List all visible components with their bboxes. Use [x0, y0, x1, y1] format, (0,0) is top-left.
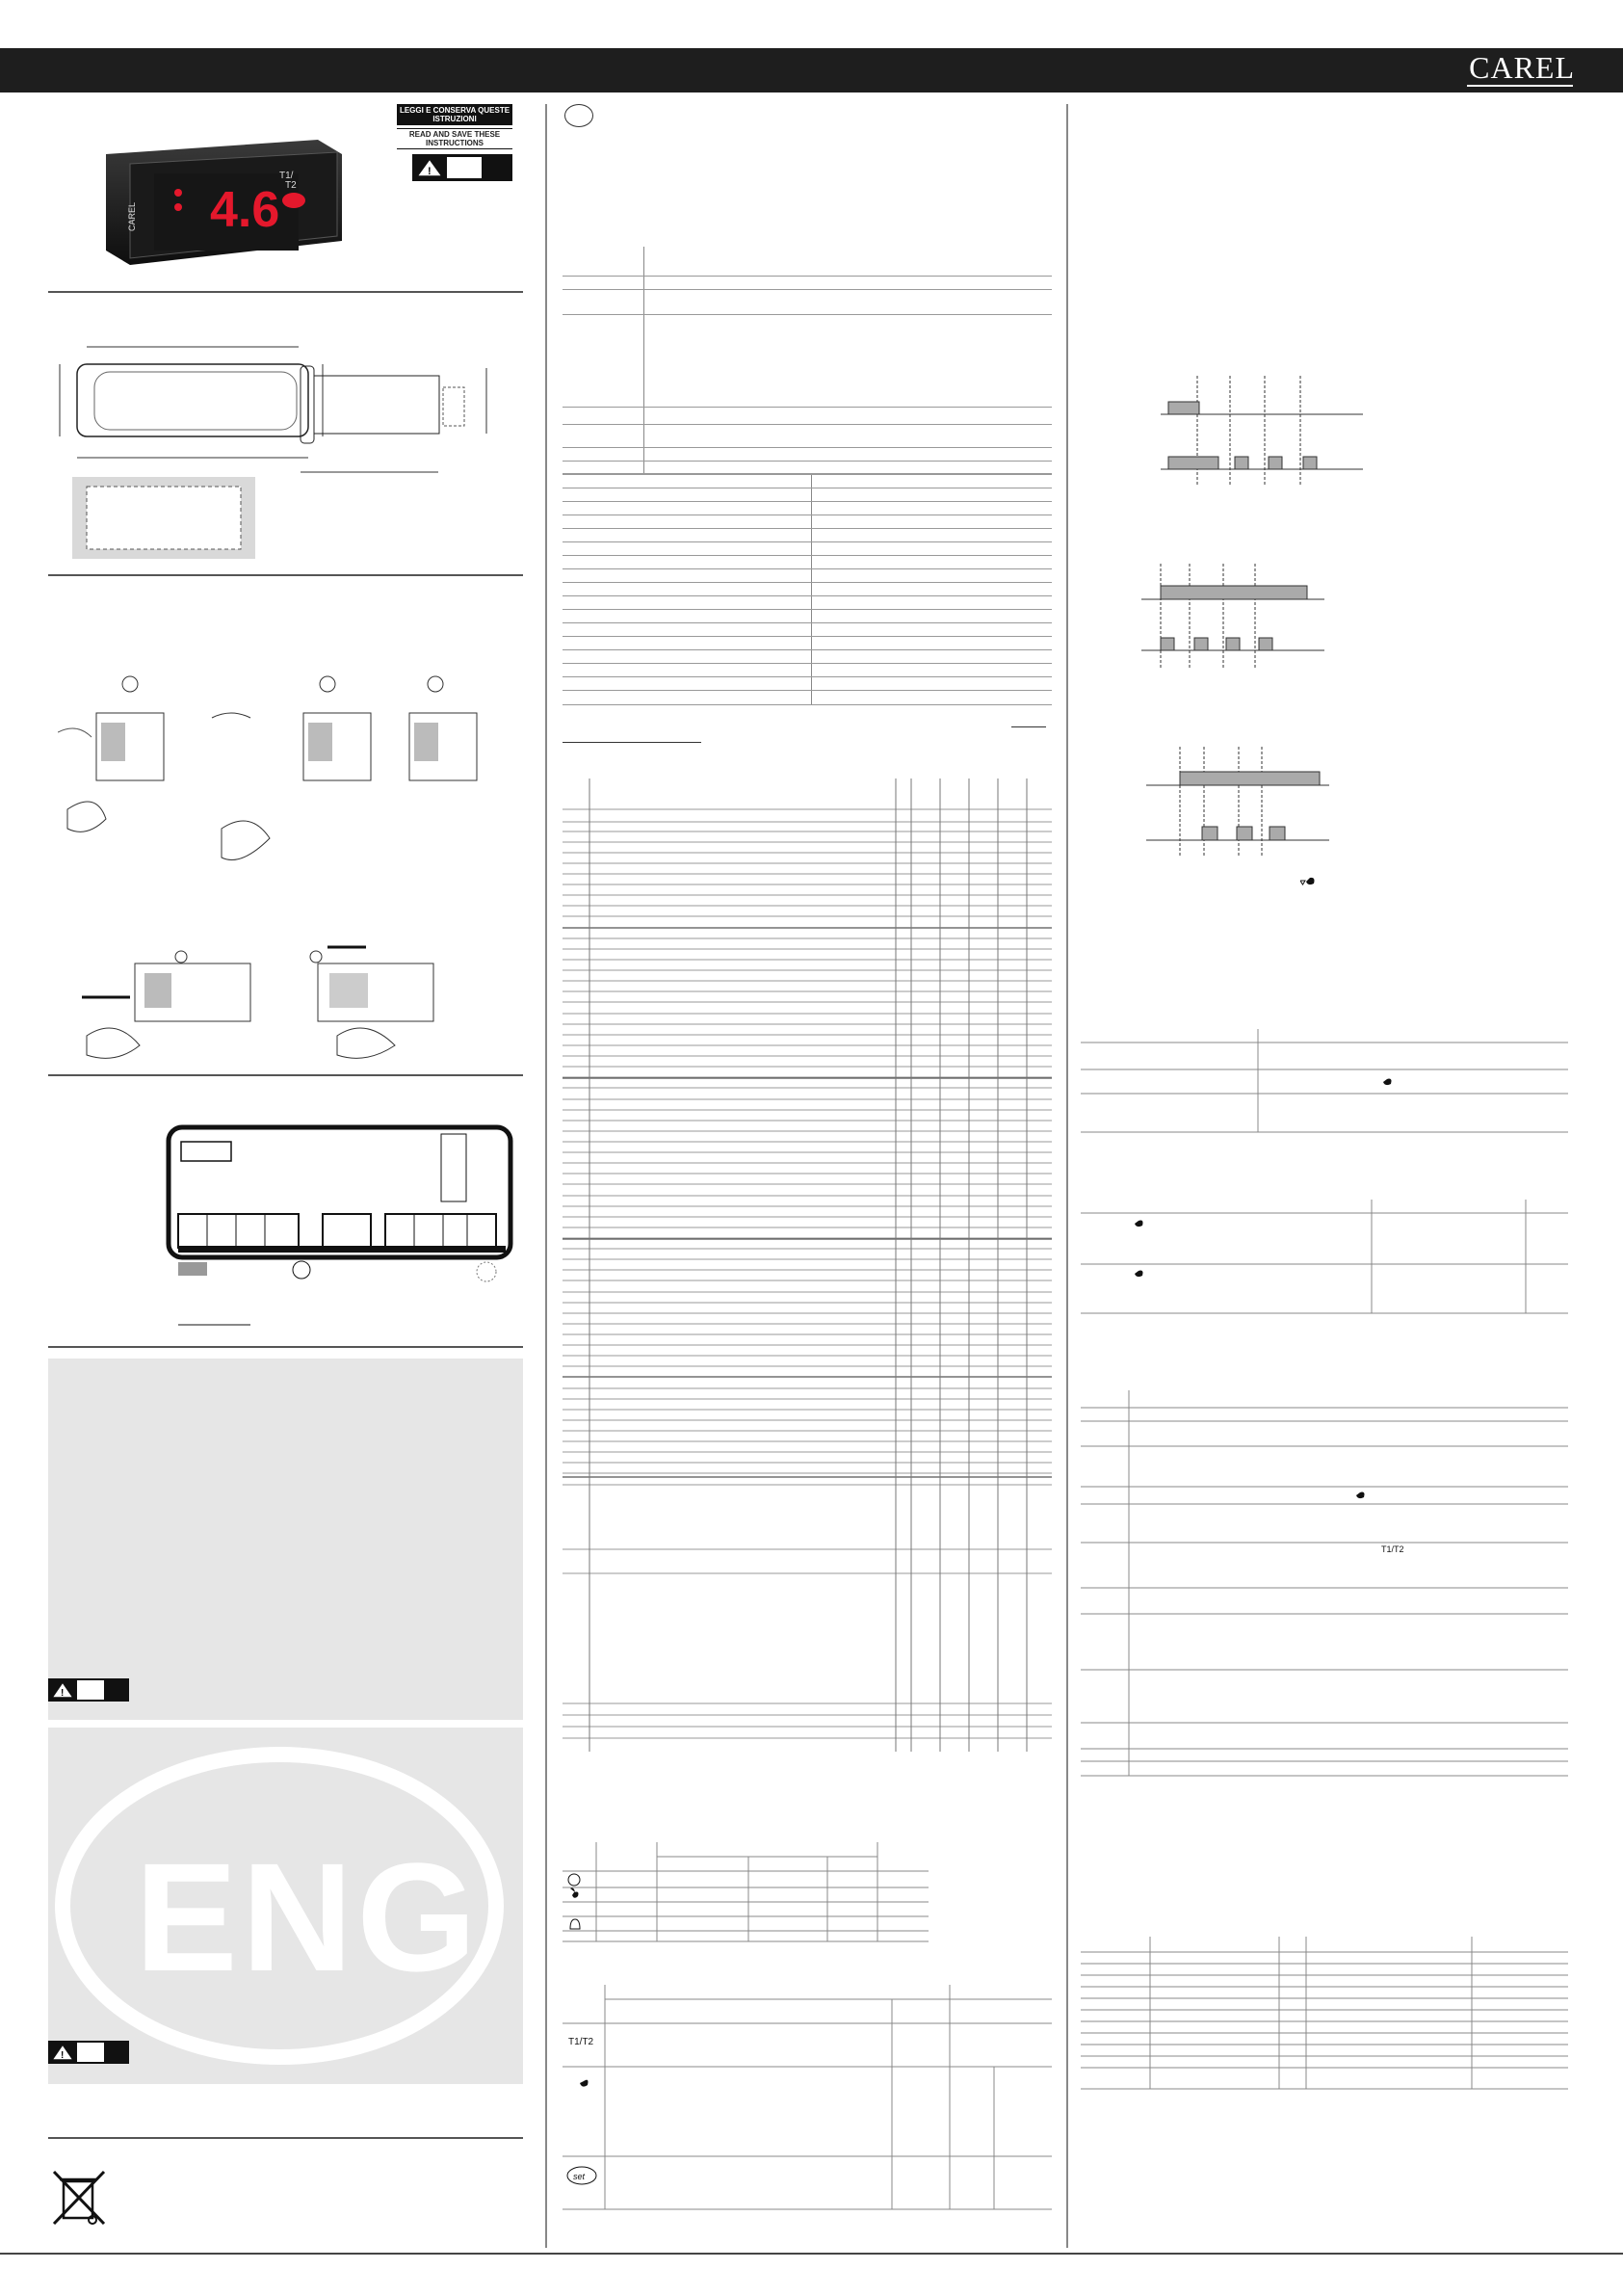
fan-icon — [570, 1888, 579, 1898]
notice-english: READ AND SAVE THESE INSTRUCTIONS — [397, 128, 512, 149]
column-divider-left — [545, 104, 547, 2248]
parameters-table — [563, 779, 1052, 1752]
notice-italian: LEGGI E CONSERVA QUESTE ISTRUZIONI — [397, 104, 512, 125]
relay-status-table — [563, 1842, 929, 1943]
dimensions-drawing — [48, 337, 530, 568]
fan-down-icon — [1356, 1492, 1365, 1499]
svg-text:!: ! — [428, 166, 432, 177]
defrost-table — [1081, 1029, 1568, 1133]
language-label: ENG — [135, 1831, 481, 2003]
device-photo — [96, 135, 347, 279]
language-panel — [48, 1728, 523, 2084]
spec-table-1 — [563, 247, 1052, 474]
fan-down-icon — [1383, 1079, 1392, 1086]
warning-symbol-eng — [48, 2041, 129, 2064]
safety-panel — [48, 1359, 523, 1720]
section-rule-5 — [48, 2137, 523, 2139]
timing-diagram-1 — [1161, 371, 1363, 491]
brand-underline — [1467, 85, 1573, 87]
fan-down-icon — [1135, 1221, 1143, 1227]
section-rule-3 — [48, 1074, 523, 1076]
svg-text:T1/: T1/ — [279, 171, 294, 181]
svg-text:T1/T2: T1/T2 — [1381, 1544, 1404, 1554]
short-rule — [1011, 726, 1046, 727]
alarm-bell-icon — [570, 1919, 580, 1929]
warning-symbol-panel — [48, 1678, 129, 1702]
svg-text:T1/T2: T1/T2 — [568, 2037, 594, 2047]
top-header-bar — [0, 48, 1623, 92]
fan-down-icon — [580, 2080, 589, 2087]
crossed-bin-icon — [50, 2168, 108, 2230]
alarm-codes-table — [1081, 1390, 1568, 1778]
panel-insert-illustration — [77, 939, 501, 1065]
brand-logo: CAREL — [1469, 50, 1575, 85]
fan-down-icon — [1135, 1271, 1143, 1278]
svg-text:T2: T2 — [285, 180, 297, 191]
spec-table-2 — [563, 474, 1052, 705]
fan-table — [1081, 1200, 1568, 1315]
column-divider-right — [1066, 104, 1068, 2248]
set-button-label: set — [573, 2172, 586, 2181]
fan-down-icon-right-1 — [1300, 875, 1320, 890]
summary-table — [1081, 1937, 1568, 2091]
section-rule-1 — [48, 291, 523, 293]
wiring-diagram — [154, 1122, 520, 1330]
footer-rule — [0, 2253, 1623, 2255]
svg-text:CAREL: CAREL — [127, 201, 137, 231]
timing-diagram-3 — [1146, 742, 1329, 862]
warning-symbol-top — [412, 154, 512, 181]
svg-text:!: ! — [61, 1688, 65, 1699]
section-underline — [563, 742, 701, 743]
keypad-table — [563, 1985, 1052, 2211]
mounting-illustration — [58, 665, 501, 877]
section-rule-4 — [48, 1346, 523, 1348]
language-badge-circle — [564, 104, 593, 127]
display-readout: 4.6 — [210, 182, 280, 238]
compressor-icon — [568, 1874, 580, 1886]
svg-text:!: ! — [61, 2050, 65, 2061]
section-rule-2 — [48, 574, 523, 576]
timing-diagram-2 — [1141, 559, 1324, 674]
read-save-notice — [397, 104, 512, 150]
